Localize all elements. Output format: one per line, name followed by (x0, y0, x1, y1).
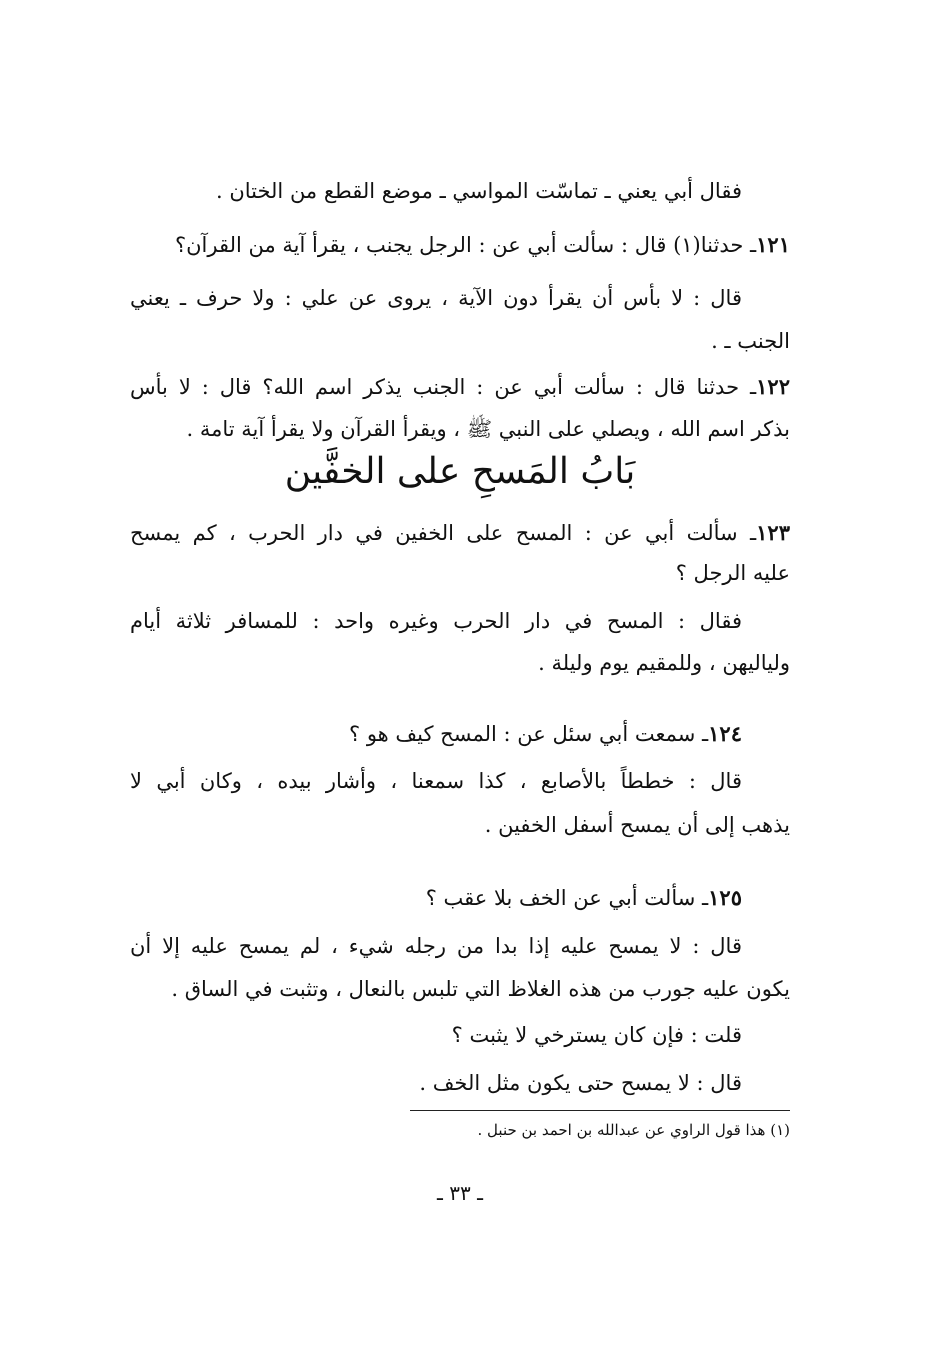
text-line (130, 326, 790, 356)
entry-121 (130, 230, 790, 260)
line-text: فقال أبي يعني ـ تماسّت المواسي ـ موضع القطع من الختان . (215, 179, 742, 203)
entry-number: ١٢٣ (756, 520, 790, 545)
text-line (130, 931, 790, 961)
line-text: عليه الرجل ؟ (675, 561, 790, 585)
entry-125 (130, 883, 790, 913)
line-text: قال : خططاً بالأصابع ، كذا سمعنا ، وأشار بيده ، وكان أبي لا (130, 769, 742, 793)
text-line (130, 1068, 790, 1098)
footnote: (١) هذا قول الراوي عن عبدالله بن احمد بن حنبل . (477, 1121, 790, 1139)
line-text: ـ حدثنا(١) قال : سألت أبي عن : الرجل يجنب ، يقرأ آية من القرآن؟ (174, 233, 757, 257)
footnote-divider (410, 1110, 790, 1111)
entry-number: ١٢١ (756, 232, 790, 257)
text-line (130, 558, 790, 588)
line-text: قلت : فإن كان يسترخي لا يثبت ؟ (451, 1023, 742, 1047)
entry-122 (130, 372, 790, 402)
line-text: ـ سألت أبي عن الخف بلا عقب ؟ (425, 886, 709, 910)
line-text: ـ حدثنا قال : سألت أبي عن : الجنب يذكر اسم الله؟ قال : لا بأس (130, 375, 757, 399)
line-text: يكون عليه جورب من هذه الغلاظ التي تلبس بالنعال ، وتثبت في الساق . (171, 977, 790, 1001)
line-text: بذكر اسم الله ، ويصلي على النبي ﷺ ، ويقرأ القرآن ولا يقرأ آية تامة . (186, 417, 790, 441)
text-line (130, 648, 790, 678)
chapter-heading: بَابُ المَسحِ على الخفَّين (284, 451, 636, 492)
entry-number: ١٢٤ (708, 721, 742, 746)
line-text: ـ سألت أبي عن : المسح على الخفين في دار الحرب ، كم يمسح (130, 521, 757, 545)
text-line (130, 1020, 790, 1050)
text-line (130, 974, 790, 1004)
entry-124 (130, 719, 790, 749)
text-line (130, 283, 790, 313)
entry-number: ١٢٥ (708, 885, 742, 910)
text-line (130, 414, 790, 444)
entry-123 (130, 518, 790, 548)
line-text: قال : لا بأس أن يقرأ دون الآية ، يروى عن علي : ولا حرف ـ يعني (130, 286, 742, 310)
line-text: قال : لا يمسح حتى يكون مثل الخف . (419, 1071, 742, 1095)
text-line (130, 810, 790, 840)
line-text: ـ سمعت أبي سئل عن : المسح كيف هو ؟ (349, 722, 709, 746)
line-text: الجنب ـ . (711, 329, 790, 353)
text-line (130, 176, 790, 206)
entry-number: ١٢٢ (756, 374, 790, 399)
line-text: قال : لا يمسح عليه إذا بدا من رجله شيء ، لم يمسح عليه إلا أن (130, 934, 742, 958)
line-text: فقال : المسح في دار الحرب وغيره واحد : للمسافر ثلاثة أيام (130, 609, 742, 633)
text-line (130, 606, 790, 636)
text-line (130, 766, 790, 796)
line-text: يذهب إلى أن يمسح أسفل الخفين . (484, 813, 790, 837)
page-number: ـ ٣٣ ـ (437, 1181, 483, 1205)
document-page (130, 0, 790, 1347)
line-text: ولياليهن ، وللمقيم يوم وليلة . (538, 651, 790, 675)
